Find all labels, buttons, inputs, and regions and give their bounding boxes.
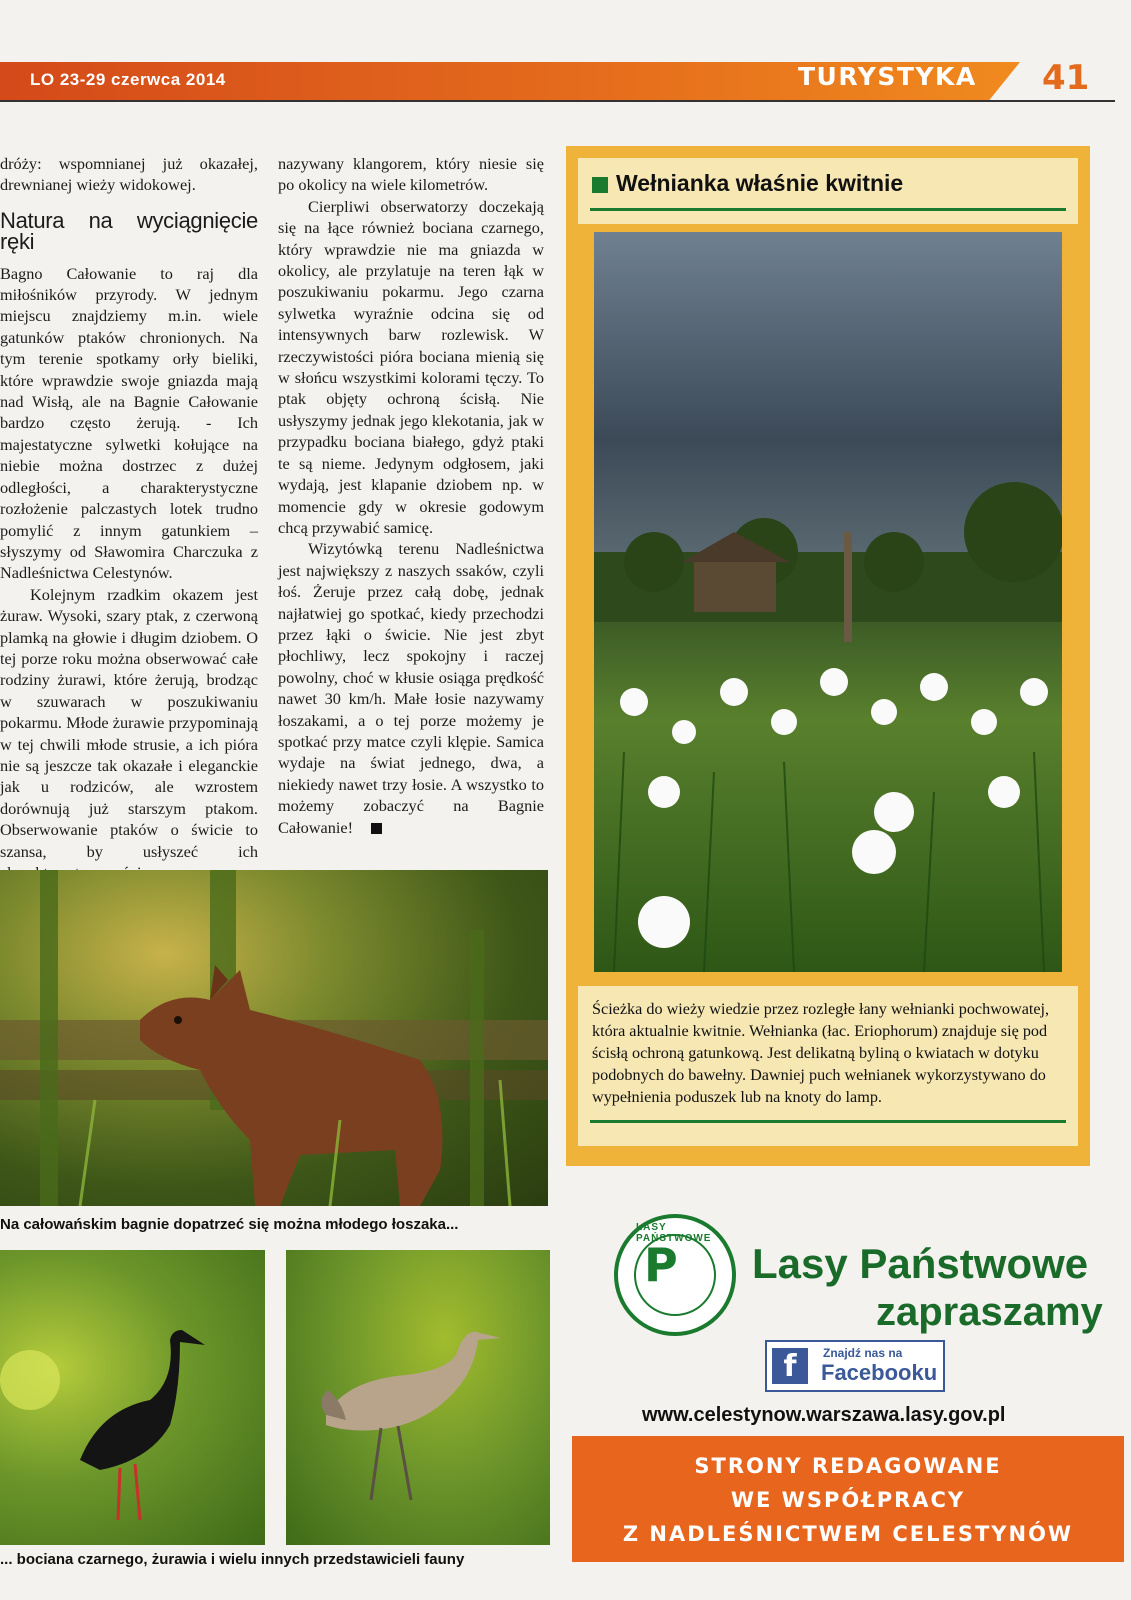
infobox-bullet [592,177,608,193]
article-paragraph: nazywany klangorem, który niesie się po okolicy na wiele kilometrów. [278,154,544,195]
infobox-top-rule [590,208,1066,211]
birds-photo-caption: ... bociana czarnego, żurawia i wielu innych przedstawicieli fauny [0,1551,465,1568]
article-paragraph-text: Wizytówką terenu Nadleśnictwa jest największy z naszych ssaków, czyli łoś. Żeruje przez całą dobę, jednak najłatwiej go spotkać, kiedy przechodzi przez łąki o świcie. Nie jest zbyt płochliwy, lecz spokojny i raczej powolny, choć w kłusie osiąga prędkość nawet 30 km/h. Małe łosie nazywamy łoszakami, a o tej porze możemy je spotkać przy matce czyli klępie. Samica wydaje na świat jednego, dwa, a niekiedy nawet trzy łosie. A wszystko to możemy zobaczyć na Bagnie Całowanie! [278,539,544,837]
facebook-badge[interactable] [765,1340,945,1392]
article-paragraph: Kolejnym rzadkim okazem jest żuraw. Wysoki, szary ptak, z czerwoną plamką na głowie i długim dziobem. O tej porze roku można obserwować całe rodziny żurawi, które żerują, brodząc w szuwarach w poszukiwaniu pokarmu. Młode żurawie przypominają w tej chwili młode strusie, a ich pióra nie są jeszcze tak okazałe i eleganckie jak u rodziców, ale wzrostem dorównują już starszym ptakom. Obserwowanie ptaków o świcie to szansa, by usłyszeć ich [0,584,258,861]
article-column-2 [278,153,544,838]
editorial-note-box [572,1436,1124,1562]
black-stork-photo [0,1250,265,1545]
editorial-note-line: WE WSPÓŁPRACY [730,1488,966,1512]
editorial-note-line: Z NADLEŚNICTWEM CELESTYNÓW [622,1522,1074,1546]
facebook-icon: f [772,1348,808,1384]
logo-tree-letter-icon: P [644,1238,678,1292]
black-stork-illustration [0,1250,265,1545]
infobox-title: Wełnianka właśnie kwitnie [616,170,904,196]
editorial-note-line: STRONY REDAGOWANE [694,1454,1002,1478]
meadow-illustration [594,232,1062,972]
website-link[interactable]: www.celestynow.warszawa.lasy.gov.pl [642,1404,1006,1426]
page-number: 41 [1042,58,1090,98]
logo-ring-text: LASY PAŃSTWOWE [636,1222,712,1244]
infobox [566,146,1090,1166]
lasy-panstwowe-logo [614,1214,736,1336]
invitation-text: zapraszamy [876,1290,1103,1334]
crane-illustration [286,1250,550,1545]
infobox-caption: Ścieżka do wieży wiedzie przez rozległe łany wełnianki pochwowatej, która aktualnie kwitnie. Wełnianka (łac. Eriophorum) znajduje się pod ścisłą ochroną gatunkową. Jest delikatną byliną o kwiatach w dotyku podobnych do bawełny. Dawniej puch wełnianek wykorzystywano do wypełnienia poduszek lub na knoty do lamp. [592,1000,1050,1106]
cottongrass-meadow-photo [594,232,1062,972]
article-intro: dróży: wspomnianej już okazałej, drewnianej wieży widokowej. [0,154,258,195]
crane-photo [286,1250,550,1545]
header-divider [0,100,1115,102]
moose-calf-photo [0,870,548,1206]
section-title: TURYSTYKA [798,62,977,91]
end-of-article-mark [371,823,382,834]
article-paragraph: Bagno Całowanie to raj dla miłośników przyrody. W jednym miejscu znajdziemy m.in. wiele gatunków ptaków chronionych. Na tym terenie spotkamy orły bieliki, które wprawdzie swoje gniazda mają nad Wisłą, ale na Bagnie Całowanie bardzo często żerują. - Ich majestatyczne sylwetki kołujące na niebie można dostrzec z dużej odległości, a charakterystyczne rozłożenie palczastych lotek trudno pomylić z innym gatunkiem – słyszymy od Sławomira Charczuka z Nadleśnictwa Celestynów. [0,263,258,583]
article-paragraph: Cierpliwi obserwatorzy doczekają się na łące również bociana czarnego, który wprawdzie nie ma gniazda w okolicy, ale przylatuje na teren łąk w poszukiwaniu pokarmu. Jego czarna sylwetka wyraźnie odcina się od intensywnych barw rozlewisk. W rzeczywistości pióra bociana mienią się w słońcu wszystkimi kolorami tęczy. To ptak objęty ochroną ścisłą. Nie usłyszymy jednak jego klekotania, jak w przypadku bociana białego, gdyż ptaki te są nieme. Jedynym odgłosem, jaki wydają, jest klapanie dziobem np. w momencie gdy w okresie godowym chcą przywabić samicę. [278,196,544,537]
moose-photo-caption: Na całowańskim bagnie dopatrzeć się można młodego łoszaka... [0,1216,459,1233]
article-subhead: Natura na wyciągnięcie ręki [0,207,258,255]
organization-name: Lasy Państwowe [752,1240,1089,1287]
moose-calf-illustration [0,870,548,1206]
infobox-bottom-rule [590,1120,1066,1123]
issue-date: LO 23-29 czerwca 2014 [30,70,226,89]
article-paragraph-last [278,538,544,838]
facebook-badge-small-text: Znajdź nas na [823,1346,903,1360]
article-column-1 [0,153,258,883]
facebook-badge-big-text: Facebooku [821,1360,938,1385]
